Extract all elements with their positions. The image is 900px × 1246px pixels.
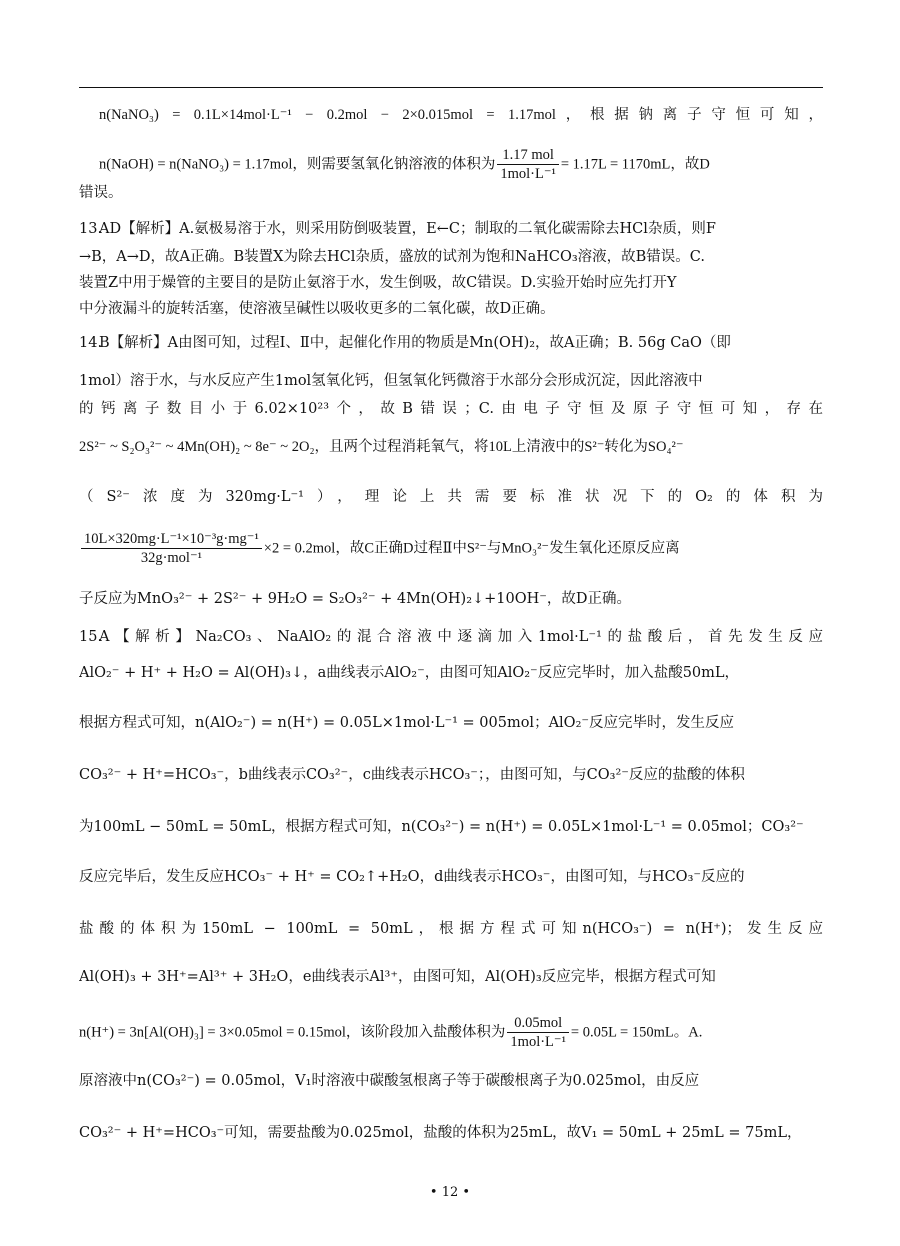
- question-13-line-4: 中分液漏斗的旋转活塞，使溶液呈碱性以吸收更多的二氧化碳，故D正确。: [79, 301, 555, 317]
- question-15-line-9: n(H⁺) = 3n[Al(OH)₃] = 3×0.05mol = 0.15mol，该阶段加入盐酸体积为 $\frac{\text{0.05mol}}{\text{1mol·L⁻¹}}$ = 0.05L = 150mL。A.: [79, 1015, 703, 1050]
- question-15-line-11: CO₃²⁻ + H⁺=HCO₃⁻可知，需要盐酸为0.025mol，盐酸的体积为25mL，故V₁ = 50mL + 25mL = 75mL，: [79, 1125, 802, 1141]
- question-15-line-10: 原溶液中n(CO₃²⁻) = 0.05mol，V₁时溶液中碳酸氢根离子等于碳酸根离子为0.025mol，由反应: [79, 1073, 700, 1089]
- question-14-line-2: 1mol）溶于水，与水反应产生1mol氢氧化钙，但氢氧化钙微溶于水部分会形成沉淀，因此溶液中: [79, 373, 703, 389]
- fraction-oxygen-moles: $\frac{\text{10L×320mg·L⁻¹×10⁻³g·mg⁻¹}}{\text{32g·mol⁻¹}}$: [81, 530, 262, 567]
- question-15-line-3: 根据方程式可知，n(AlO₂⁻) = n(H⁺) = 0.05L×1mol·L⁻¹ = 005mol；AlO₂⁻反应完毕时，发生反应: [79, 715, 735, 731]
- question-14-line-6: $\frac{\text{10L×320mg·L⁻¹×10⁻³g·mg⁻¹}}{\text{32g·mol⁻¹}}$ ×2 = 0.2mol，故C正确D过程Ⅱ中S²⁻与MnO₃²⁻发生氧化还原反应离: [79, 530, 823, 567]
- question-15-number: 15.: [79, 629, 103, 645]
- question-15-line-8: Al(OH)₃ + 3H⁺=Al³⁺ + 3H₂O，e曲线表示Al³⁺，由图可知，Al(OH)₃反应完毕，根据方程式可知: [79, 969, 716, 985]
- question-13-line-2: →B，A→D，故A正确。B装置X为除去HCl杂质，盛放的试剂为饱和NaHCO₃溶液，故B错误。C.: [79, 249, 705, 265]
- question-14-line-4: 2S²⁻ ~ S₂O₃²⁻ ~ 4Mn(OH)₂ ~ 8e⁻ ~ 2O₂，且两个过程消耗氧气，将10L上清液中的S²⁻转化为SO₄²⁻: [79, 439, 684, 455]
- fraction-hcl-volume: $\frac{\text{0.05mol}}{\text{1mol·L⁻¹}}$: [507, 1014, 569, 1051]
- fraction-naoh-volume: $\frac{\text{1.17 mol}}{\text{1mol·L⁻¹}}$: [497, 146, 559, 183]
- question-14-line-3: 的钙离子数目小于6.02×10²³个，故B错误；C.由电子守恒及原子守恒可知，存在: [79, 401, 823, 417]
- question-15-line-5: 为100mL − 50mL = 50mL，根据方程式可知，n(CO₃²⁻) = n(H⁺) = 0.05L×1mol·L⁻¹ = 0.05mol；CO₃²⁻: [79, 819, 804, 835]
- header-rule: [79, 87, 823, 88]
- question-15-line-1: A【解析】Na₂CO₃、NaAlO₂的混合溶液中逐滴加入1mol·L⁻¹的盐酸后，首先发生反应: [99, 629, 823, 645]
- question-14-line-5: （S²⁻浓度为320mg·L⁻¹），理论上共需要标准状况下的O₂的体积为: [79, 489, 823, 505]
- question-14-number: 14.: [79, 335, 103, 351]
- continuation-line-2: n(NaOH) = n(NaNO₃) = 1.17mol，则需要氢氧化钠溶液的体积为 $\frac{\text{1.17 mol}}{\text{1mol·L⁻¹}}$ = 1.17L = 1170mL，故D: [99, 147, 710, 182]
- continuation-line-3: 错误。: [79, 185, 123, 201]
- question-14-line-1: B【解析】A由图可知，过程Ⅰ、Ⅱ中，起催化作用的物质是Mn(OH)₂，故A正确；B. 56g CaO（即: [99, 335, 731, 351]
- question-13-line-3: 装置Z中用于燥管的主要目的是防止氨溶于水，发生倒吸，故C错误。D.实验开始时应先打开Y: [79, 275, 677, 291]
- continuation-line-1: n(NaNO₃) = 0.1L×14mol·L⁻¹ − 0.2mol − 2×0.015mol = 1.17mol，根据钠离子守恒可知，: [99, 107, 823, 123]
- question-15-line-4: CO₃²⁻ + H⁺=HCO₃⁻，b曲线表示CO₃²⁻，c曲线表示HCO₃⁻；，由图可知，与CO₃²⁻反应的盐酸的体积: [79, 767, 745, 783]
- question-13-number: 13.: [79, 221, 103, 237]
- question-14-line-7: 子反应为MnO₃²⁻ + 2S²⁻ + 9H₂O = S₂O₃²⁻ + 4Mn(OH)₂↓+10OH⁻，故D正确。: [79, 591, 632, 607]
- question-13-line-1: AD【解析】A.氨极易溶于水，则采用防倒吸装置，E←C；制取的二氧化碳需除去HCl杂质，则F: [99, 221, 716, 237]
- question-15-line-7: 盐酸的体积为150mL − 100mL = 50mL，根据方程式可知n(HCO₃⁻) = n(H⁺)；发生反应: [79, 921, 823, 937]
- question-15-line-2: AlO₂⁻ + H⁺ + H₂O = Al(OH)₃↓，a曲线表示AlO₂⁻，由图可知AlO₂⁻反应完毕时，加入盐酸50mL，: [79, 665, 740, 681]
- page-number: • 12 •: [429, 1185, 471, 1200]
- question-15-line-6: 反应完毕后，发生反应HCO₃⁻ + H⁺ = CO₂↑+H₂O，d曲线表示HCO₃⁻，由图可知，与HCO₃⁻反应的: [79, 869, 745, 885]
